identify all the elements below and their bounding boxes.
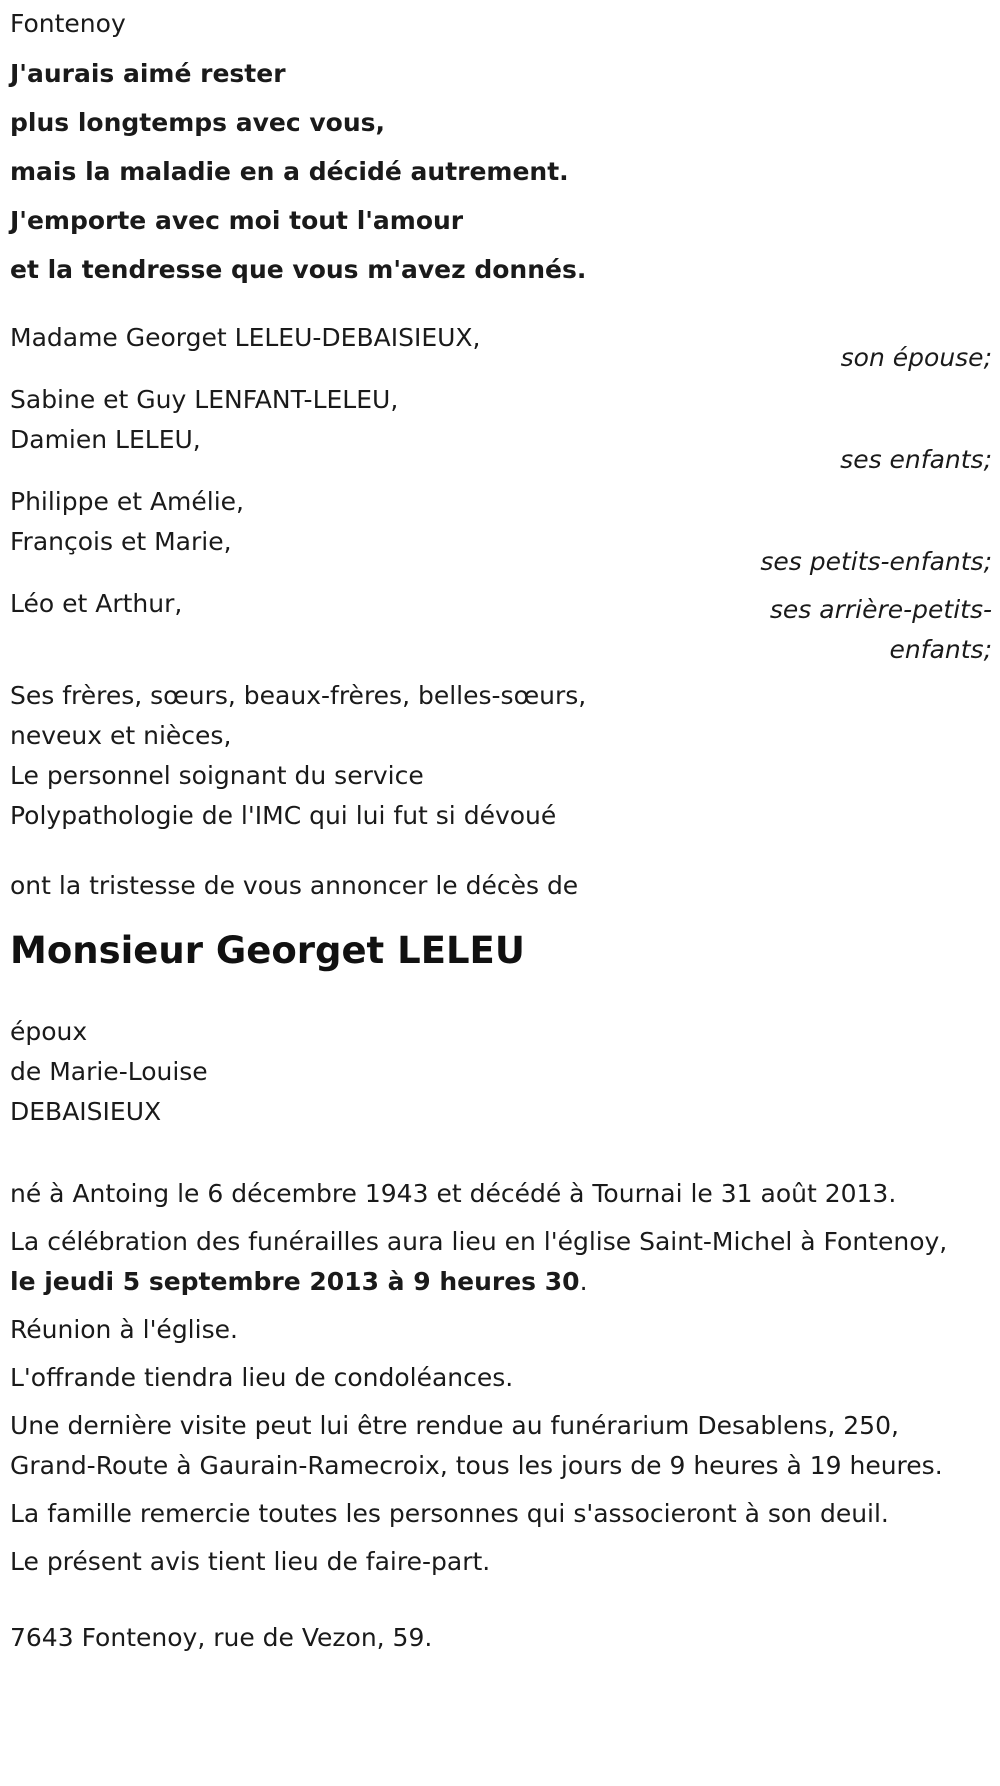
poem-line: et la tendresse que vous m'avez donnés. — [10, 255, 587, 284]
funeral-date: le jeudi 5 septembre 2013 à 9 heures 30 — [10, 1267, 580, 1296]
family-role-line: ses arrière-petits- — [769, 595, 992, 624]
family-name: Sabine et Guy LENFANT-LELEU, — [10, 385, 399, 414]
funeral-prefix: La célébration des funérailles aura lieu en l'église Saint-Michel à Fontenoy, — [10, 1227, 948, 1256]
thanks-info: La famille remercie toutes les personnes qui s'associeront à son deuil. — [10, 1499, 889, 1528]
family-name: Madame Georget LELEU-DEBAISIEUX, — [10, 323, 481, 352]
family-role — [770, 590, 992, 670]
visit-info: Une dernière visite peut lui être rendue au funérarium Desablens, 250, Grand-Route à Gaurain-Ramecroix, tous les jours de 9 heures à 19 heures. — [10, 1411, 943, 1480]
family-name: Philippe et Amélie, — [10, 487, 245, 516]
poem-line: plus longtemps avec vous, — [10, 108, 386, 137]
birth-death: né à Antoing le 6 décembre 1943 et décédé à Tournai le 31 août 2013. — [10, 1179, 897, 1208]
family-role-line: enfants; — [889, 635, 992, 664]
poem — [10, 49, 1000, 294]
spouse-line: de Marie-Louise — [10, 1057, 208, 1086]
family-name: Damien LELEU, — [10, 425, 201, 454]
family-role: son épouse; — [840, 343, 992, 372]
mourner-line: Polypathologie de l'IMC qui lui fut si dévoué — [10, 801, 557, 830]
location-heading: Fontenoy — [10, 9, 126, 38]
other-mourners — [10, 676, 1000, 836]
poem-line: J'aurais aimé rester — [10, 59, 286, 88]
family-petits-enfants — [10, 482, 992, 574]
family-enfants — [10, 380, 992, 472]
announcement: ont la tristesse de vous annoncer le décès de — [10, 871, 579, 900]
family-name: François et Marie, — [10, 527, 232, 556]
poem-line: J'emporte avec moi tout l'amour — [10, 206, 464, 235]
spouse-line: DEBAISIEUX — [10, 1097, 162, 1126]
funeral-details — [10, 1174, 1000, 1582]
offering-info: L'offrande tiendra lieu de condoléances. — [10, 1363, 514, 1392]
funeral-suffix: . — [579, 1267, 588, 1296]
address: 7643 Fontenoy, rue de Vezon, 59. — [10, 1623, 433, 1652]
funeral-info — [10, 1222, 970, 1302]
mourner-line: neveux et nièces, — [10, 721, 232, 750]
mourner-line: Le personnel soignant du service — [10, 761, 424, 790]
family-role: ses enfants; — [840, 445, 992, 474]
family-role: ses petits-enfants; — [760, 547, 992, 576]
family-epouse — [10, 318, 992, 370]
notice-info: Le présent avis tient lieu de faire-part. — [10, 1547, 491, 1576]
family-name: Léo et Arthur, — [10, 589, 183, 618]
family-arriere-petits-enfants — [10, 584, 992, 664]
spouse-info — [10, 1012, 1000, 1132]
poem-line: mais la maladie en a décidé autrement. — [10, 157, 569, 186]
meeting-info: Réunion à l'église. — [10, 1315, 238, 1344]
spouse-line: époux — [10, 1017, 88, 1046]
mourner-line: Ses frères, sœurs, beaux-frères, belles-sœurs, — [10, 681, 587, 710]
deceased-name: Monsieur Georget LELEU — [10, 929, 525, 972]
